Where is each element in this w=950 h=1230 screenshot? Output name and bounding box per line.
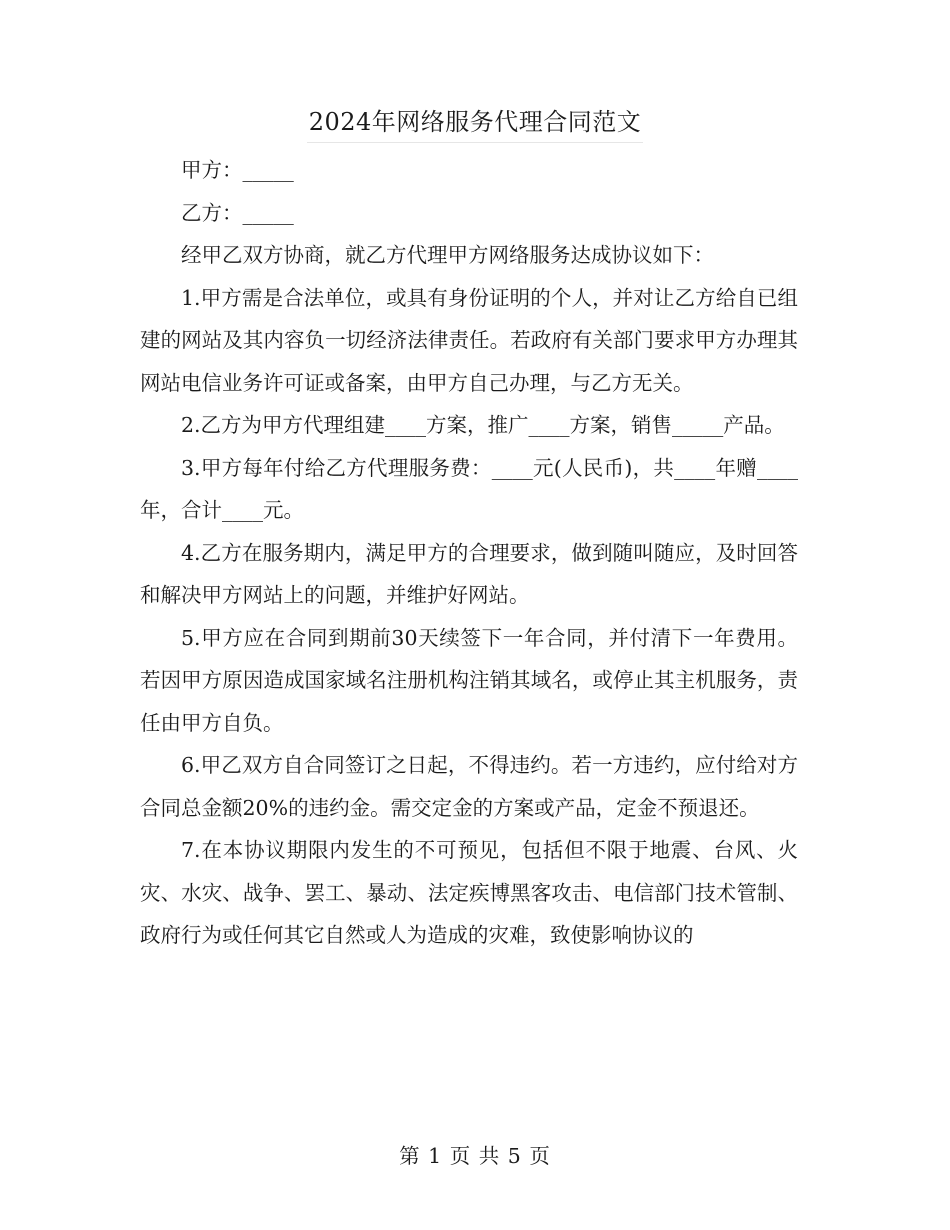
clause-4: 4.乙方在服务期内，满足甲方的合理要求，做到随叫随应，及时回答和解决甲方网站上的问题，并维护好网站。 [140, 540, 798, 607]
clause-7: 7.在本协议期限内发生的不可预见，包括但不限于地震、台风、火灾、水灾、战争、罢工、暴动、法定疾博黑客攻击、电信部门技术管制、政府行为或任何其它自然或人为造成的灾难，致使影响协议的 [140, 838, 798, 947]
clause-5: 5.甲方应在合同到期前30天续签下一年合同，并付清下一年费用。若因甲方原因造成国家域名注册机构注销其域名，或停止其主机服务，责任由甲方自负。 [140, 625, 798, 735]
clause-3: 3.甲方每年付给乙方代理服务费：____元(人民币)，共____年赠____年，合计____元。 [140, 455, 798, 522]
party-a-line: 甲方：_____ [181, 158, 294, 182]
page-number-footer: 第 1 页 共 5 页 [399, 1144, 551, 1168]
clause-6: 6.甲乙双方自合同签订之日起，不得违约。若一方违约，应付给对方合同总金额20%的违约金。需交定金的方案或产品，定金不预退还。 [140, 753, 798, 820]
document-title: 2024年网络服务代理合同范文 [307, 102, 644, 143]
intro-paragraph: 经甲乙双方协商，就乙方代理甲方网络服务达成协议如下： [181, 243, 714, 267]
title-area [0, 102, 950, 143]
clause-1: 1.甲方需是合法单位，或具有身份证明的个人，并对让乙方给自已组建的网站及其内容负一切经济法律责任。若政府有关部门要求甲方办理其网站电信业务许可证或备案，由甲方自己办理，与乙方无关。 [140, 285, 798, 395]
clause-2: 2.乙方为甲方代理组建____方案，推广____方案，销售_____产品。 [181, 413, 785, 437]
document-body [140, 149, 798, 957]
party-b-line: 乙方：_____ [181, 200, 294, 225]
